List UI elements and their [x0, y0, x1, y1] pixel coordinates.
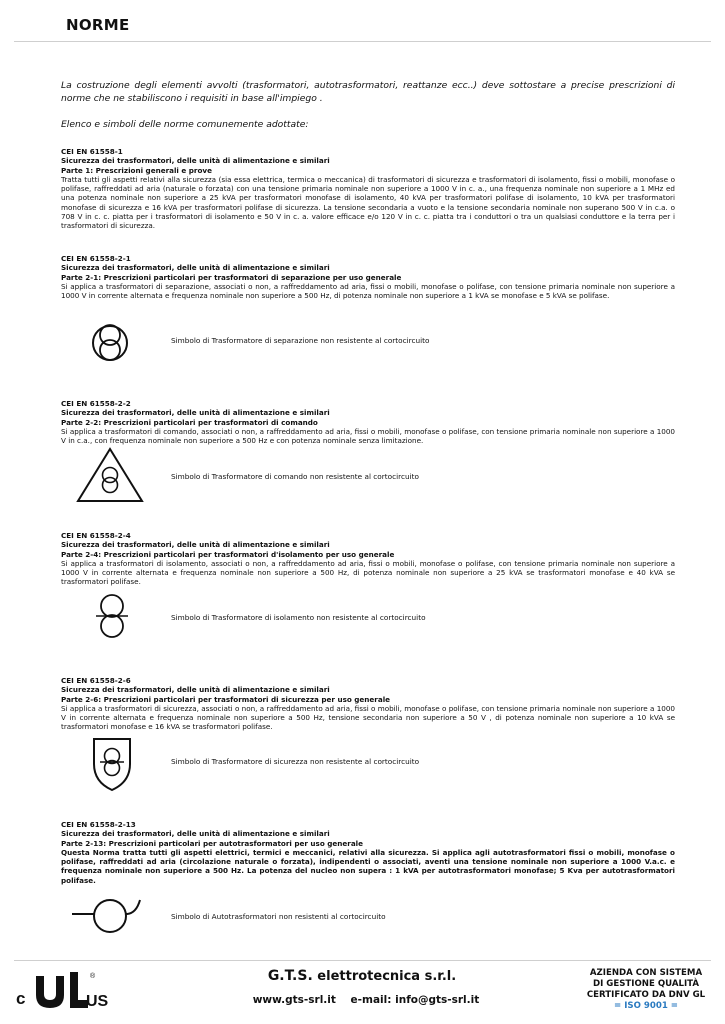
norm-body: Si applica a trasformatori di isolamento, associati o non, a raffreddamento ad aria, fissi o mobili, monofase o polifase, con tensione primaria nominale non superiore a 1000 V in corrente alternata e frequenza nominale non superiore a 500 Hz, di potenza nominale non superiore a 25 kVA se trasformatori monofase e 40 kVA se trasformatori polifase.: [61, 558, 675, 587]
control-transformer-icon: [76, 447, 144, 503]
cert-line: DI GESTIONE QUALITÀ: [592, 979, 700, 989]
norm-subtitle: Sicurezza dei trasformatori, delle unità di alimentazione e similari: [61, 408, 330, 418]
company-suffix: elettrotecnica s.r.l.: [317, 969, 457, 984]
norm-body: Si applica a trasformatori di comando, associati o non, a raffreddamento ad aria, fissi o mobili, monofase o polifase, con tensione primaria nominale non superiore a 1000 V in c.a., con frequenza nominale non superiore a 500 Hz e con potenza nominale senza limitazione.: [61, 426, 675, 446]
norm-part: Parte 2-13: Prescrizioni particolari per autotrasformatori per uso generale: [61, 838, 364, 848]
footer-divider: [14, 960, 711, 961]
website-link[interactable]: www.gts-srl.it: [252, 994, 336, 1006]
norm-code: CEI EN 61558-2-2: [61, 399, 131, 408]
norm-subtitle: Sicurezza dei trasformatori, delle unità di alimentazione e similari: [61, 156, 330, 166]
norm-section-61558-1: [61, 147, 675, 231]
cul-us-listed-logo: [14, 970, 114, 1010]
norm-subtitle: Sicurezza dei trasformatori, delle unità di alimentazione e similari: [61, 263, 330, 273]
company-contacts: www.gts-srl.it e-mail: info@gts-srl.it: [252, 994, 480, 1006]
norm-section-61558-2-1: [61, 254, 675, 300]
norm-section-61558-2-6: [61, 676, 675, 732]
norm-body: Tratta tutti gli aspetti relativi alla sicurezza (sia essa elettrica, termica o meccanica) di trasformatori di sicurezza e trasformatori di isolamento, fissi o mobili, monofase o polifase, raffreddati ad aria (naturale o forzata) con una tensione primaria nominale non superiore a 1000 V in c. a., una frequenza nominale non superiore a 1 MHz ed una potenza nominale non superiore a 25 kVA per trasformatori monofase di isolamento, 40 kVA per trasformatori polifase di isolamento, 10 kVA per trasformatori monofase di sicurezza e 16 kVA per trasformatori polifase di sicurezza. La tensione secondaria a vuoto e la tensione secondaria nominale non superano 500 V in c.a. o 708 V in c. c. piatta per i trasformatori di isolamento e 50 V in c. a. valore efficace e/o 120 V in c. c. piatta tra i conduttori o tra un qualsiasi conduttore e la terra per i trasformatori di sicurezza.: [61, 174, 675, 231]
email-link[interactable]: info@gts-srl.it: [395, 994, 480, 1006]
norm-section-61558-2-2: [61, 399, 675, 445]
norm-body: Questa Norma tratta tutti gli aspetti elettrici, termici e meccanici, relativi alla sicurezza. Si applica agli autotrasformatori fissi o mobili, monofase o polifase, raffreddati ad aria (circolazione naturale o forzata), indipendenti o associati, aventi una tensione nominale non superiore a 1000 V.a.c. e frequenza nominale non superiore a 500 Hz. La potenza del nucleo non supera : 1 kVA per autotrasformatori monofase; 5 Kva per autotrasformatori polifase.: [61, 847, 675, 885]
norm-code: CEI EN 61558-2-13: [61, 820, 136, 829]
symbol-label: Simbolo di Trasformatore di isolamento non resistente al cortocircuito: [171, 613, 426, 622]
company-name: [232, 968, 492, 984]
norm-part: Parte 2-1: Prescrizioni particolari per trasformatori di separazione per uso generale: [61, 272, 402, 282]
norm-subtitle: Sicurezza dei trasformatori, delle unità di alimentazione e similari: [61, 829, 330, 839]
header-divider: [14, 41, 711, 42]
norm-subtitle: Sicurezza dei trasformatori, delle unità di alimentazione e similari: [61, 540, 330, 550]
norm-body: Si applica a trasformatori di separazione, associati o non, a raffreddamento ad aria, fissi o mobili, monofase o polifase, con tensione primaria nominale non superiore a 1000 V in corrente alternata e frequenza nominale non superiore a 500 Hz, di potenza nominale non superiore a 1 kVA se monofase e 5 kVA se polifase.: [61, 281, 675, 301]
symbol-label: Simbolo di Trasformatore di separazione non resistente al cortocircuito: [171, 336, 430, 345]
quality-certification: [580, 968, 712, 1012]
norm-part: Parte 2-4: Prescrizioni particolari per trasformatori d'isolamento per uso generale: [61, 549, 395, 559]
cert-line: CERTIFICATO DA DNV GL: [586, 990, 706, 1000]
symbol-label: Simbolo di Trasformatore di sicurezza non resistente al cortocircuito: [171, 757, 420, 766]
cert-line: AZIENDA CON SISTEMA: [589, 968, 703, 978]
safety-transformer-icon: [89, 736, 135, 792]
autotransformer-icon: [70, 896, 150, 936]
norm-code: CEI EN 61558-2-4: [61, 531, 131, 540]
symbol-label: Simbolo di Autotrasformatori non resistenti al cortocircuito: [171, 912, 386, 921]
norm-subtitle: Sicurezza dei trasformatori, delle unità di alimentazione e similari: [61, 685, 330, 695]
norm-section-61558-2-13: [61, 820, 675, 885]
list-heading: Elenco e simboli delle norme comunemente adottate:: [61, 119, 309, 130]
email-label: e-mail: [350, 994, 388, 1006]
intro-paragraph: La costruzione degli elementi avvolti (trasformatori, autotrasformatori, reattanze ecc..) deve sottostare a precise prescrizioni di norme che ne stabiliscono i requisiti in base all'impiego .: [61, 80, 675, 104]
company-initials: G.T.S.: [267, 968, 313, 984]
page-title: NORME: [66, 16, 130, 34]
norm-body: Si applica a trasformatori di sicurezza, associati o non, a raffreddamento ad aria, fissi o mobili, monofase o polifase, con tensione primaria nominale non superiore a 1000 V in corrente alternata e frequenza nominale non superiore a 500 Hz, tensione secondaria non superiore a 50 V , di potenza nominale non superiore a 10 kVA se trasformatori monofase e 16 kVA se trasformatori polifase.: [61, 703, 675, 732]
svg-text:®: ®: [90, 973, 96, 980]
norm-part: Parte 2-6: Prescrizioni particolari per trasformatori di sicurezza per uso generale: [61, 694, 391, 704]
norm-section-61558-2-4: [61, 531, 675, 587]
norm-code: CEI EN 61558-2-1: [61, 254, 131, 263]
iso-badge: = ISO 9001 =: [614, 1001, 678, 1011]
norm-code: CEI EN 61558-1: [61, 147, 123, 156]
symbol-label: Simbolo di Trasformatore di comando non resistente al cortocircuito: [171, 472, 419, 481]
norm-code: CEI EN 61558-2-6: [61, 676, 131, 685]
isolation-transformer-icon: [92, 590, 132, 648]
norm-part: Parte 1: Prescrizioni generali e prove: [61, 165, 212, 175]
norm-part: Parte 2-2: Prescrizioni particolari per trasformatori di comando: [61, 417, 318, 427]
svg-text:US: US: [86, 993, 109, 1010]
separation-transformer-icon: [88, 314, 132, 372]
svg-text:c: c: [16, 989, 26, 1008]
